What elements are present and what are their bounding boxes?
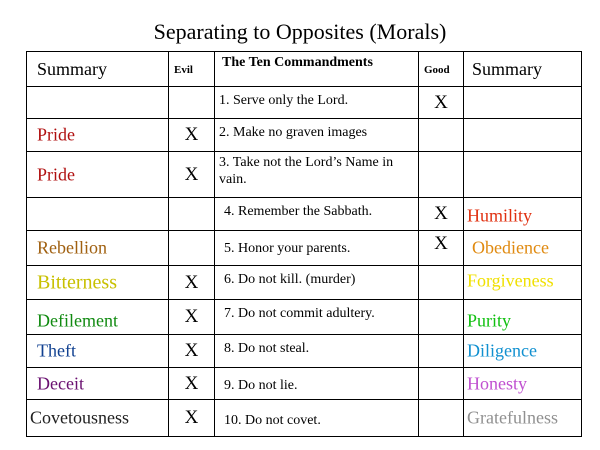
obedience-label: Obedience	[472, 237, 549, 258]
row5-evil	[168, 230, 214, 265]
bitterness-label: Bitterness	[37, 271, 117, 293]
row5-summary-right	[463, 230, 581, 265]
row9-evil: X	[168, 367, 214, 399]
row8-evil: X	[168, 334, 214, 367]
row2-good	[418, 118, 463, 151]
row1-evil	[168, 86, 214, 118]
row5-good: X	[418, 230, 463, 265]
row4-commandment: 4. Remember the Sabbath.	[214, 197, 418, 230]
row10-evil: X	[168, 399, 214, 436]
row9-summary-left	[26, 367, 168, 399]
covetousness-label: Covetousness	[30, 407, 129, 428]
purity-label: Purity	[467, 310, 512, 331]
row8-summary-right	[463, 334, 581, 367]
row7-commandment: 7. Do not commit adultery.	[214, 299, 418, 334]
rebellion-label: Rebellion	[37, 237, 107, 258]
gratefulness-label: Gratefulness	[467, 407, 558, 428]
row4-good: X	[418, 197, 463, 230]
row4-summary-right	[463, 197, 581, 230]
row5-commandment: 5. Honor your parents.	[214, 230, 418, 265]
row1-commandment: 1. Serve only the Lord.	[214, 86, 418, 118]
row1-summary-left	[26, 86, 168, 118]
row10-summary-right	[463, 399, 581, 436]
row8-commandment: 8. Do not steal.	[214, 334, 418, 367]
header-good: Good	[418, 51, 463, 86]
row10-summary-left	[26, 399, 168, 436]
row7-summary-right	[463, 299, 581, 334]
row10-good	[418, 399, 463, 436]
row3-commandment: 3. Take not the Lord’s Name in vain.	[214, 151, 418, 197]
forgiveness-label: Forgiveness	[467, 270, 554, 291]
row7-good	[418, 299, 463, 334]
row3-good	[418, 151, 463, 197]
row2-summary-right	[463, 118, 581, 151]
row6-evil: X	[168, 265, 214, 299]
honesty-label: Honesty	[467, 373, 527, 393]
page-title: Separating to Opposites (Morals)	[153, 19, 447, 44]
header-summary-left: Summary	[26, 51, 168, 86]
row3-summary-right	[463, 151, 581, 197]
row8-summary-left	[26, 334, 168, 367]
row7-summary-left	[26, 299, 168, 334]
pride-label: Pride	[37, 164, 75, 184]
row10-commandment: 10. Do not covet.	[214, 399, 418, 436]
row9-good	[418, 367, 463, 399]
row7-evil: X	[168, 299, 214, 334]
header-evil: Evil	[168, 51, 214, 86]
defilement-label: Defilement	[37, 310, 118, 331]
row9-summary-right	[463, 367, 581, 399]
header-commandments: The Ten Commandments	[214, 51, 418, 86]
row9-commandment: 9. Do not lie.	[214, 367, 418, 399]
row2-evil: X	[168, 118, 214, 151]
row8-good	[418, 334, 463, 367]
row3-evil: X	[168, 151, 214, 197]
commandments-table	[26, 51, 582, 437]
row6-commandment: 6. Do not kill. (murder)	[214, 265, 418, 299]
row2-commandment: 2. Make no graven images	[214, 118, 418, 151]
row5-summary-left	[26, 230, 168, 265]
deceit-label: Deceit	[37, 373, 84, 393]
row4-evil	[168, 197, 214, 230]
row1-good: X	[418, 86, 463, 118]
humility-label: Humility	[467, 205, 533, 226]
row6-summary-right	[463, 265, 581, 299]
row3-summary-left	[26, 151, 168, 197]
pride-label: Pride	[37, 124, 75, 145]
diligence-label: Diligence	[467, 340, 537, 361]
row4-summary-left	[26, 197, 168, 230]
header-summary-right: Summary	[463, 51, 581, 86]
theft-label: Theft	[37, 340, 76, 361]
row6-summary-left	[26, 265, 168, 299]
row6-good	[418, 265, 463, 299]
row1-summary-right	[463, 86, 581, 118]
row2-summary-left	[26, 118, 168, 151]
